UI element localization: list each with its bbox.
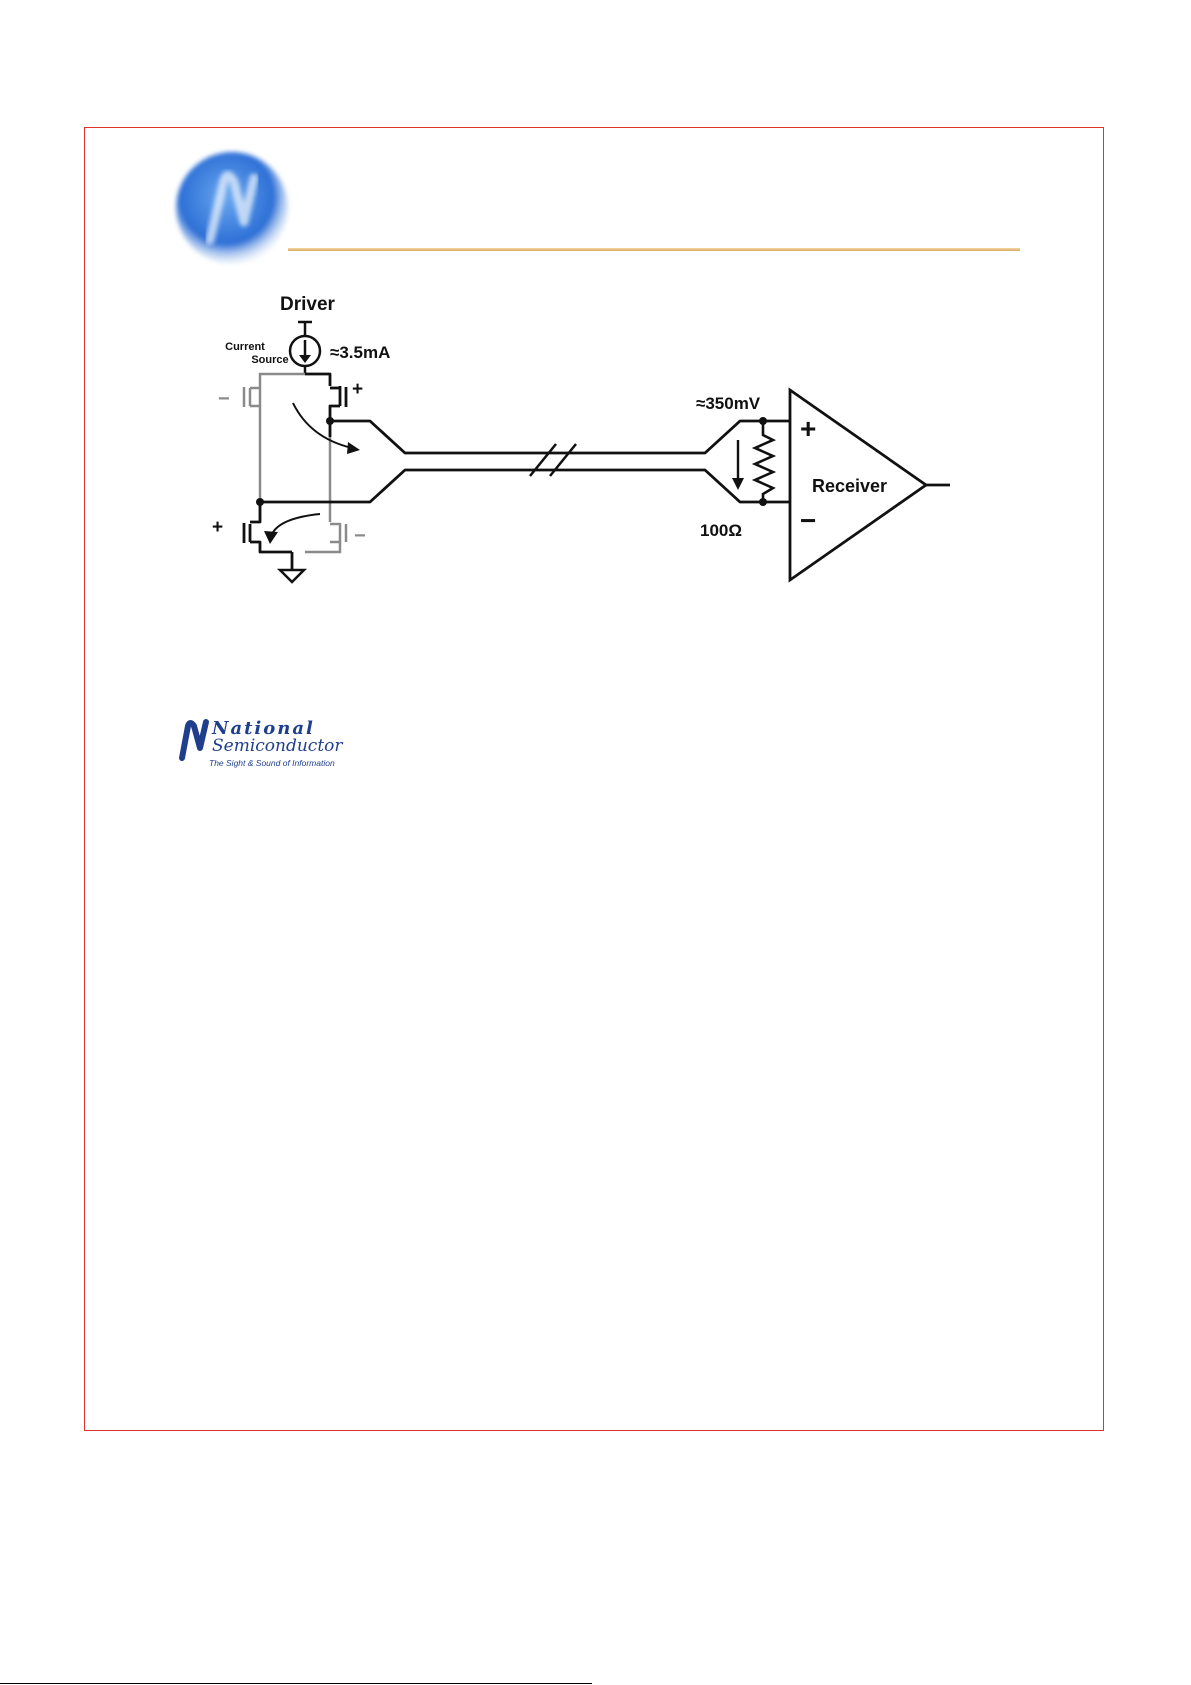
active-current-path xyxy=(244,374,763,570)
gate-minus-left: − xyxy=(218,388,230,410)
gate-plus-upper: + xyxy=(352,379,364,400)
lvds-circuit-diagram xyxy=(200,290,1030,640)
receiver-plus: + xyxy=(800,413,817,444)
gate-plus-lower: + xyxy=(212,517,224,538)
national-logo-orb-icon xyxy=(172,148,296,272)
current-source-label-line1: Current xyxy=(225,341,265,353)
national-n-icon xyxy=(176,718,212,762)
junction-dot xyxy=(256,498,264,506)
current-source-label-line2: Source xyxy=(251,354,289,366)
current-flow-arrow-lower xyxy=(272,514,320,534)
receiver-minus: − xyxy=(800,505,817,536)
national-semiconductor-logo xyxy=(176,716,366,772)
current-value-label: ≈3.5mA xyxy=(330,343,391,362)
receiver-label: Receiver xyxy=(812,476,888,496)
ground-icon xyxy=(280,570,304,582)
brand-tagline: The Sight & Sound of Information xyxy=(209,758,335,768)
junction-dot xyxy=(326,417,334,425)
termination-resistor-icon xyxy=(755,421,773,502)
footnote-rule xyxy=(0,1683,592,1684)
title-rule xyxy=(288,248,1020,251)
resistor-value-label: 100Ω xyxy=(700,521,742,540)
current-flow-arrow-upper xyxy=(293,403,352,448)
inactive-switch-paths xyxy=(244,374,346,552)
voltage-value-label: ≈350mV xyxy=(696,394,761,413)
brand-name-line2: Semiconductor xyxy=(212,736,343,756)
gate-minus-right: − xyxy=(354,525,366,547)
current-source-icon xyxy=(290,322,320,374)
driver-label: Driver xyxy=(280,294,335,315)
brand-name-line1: National xyxy=(212,718,315,739)
